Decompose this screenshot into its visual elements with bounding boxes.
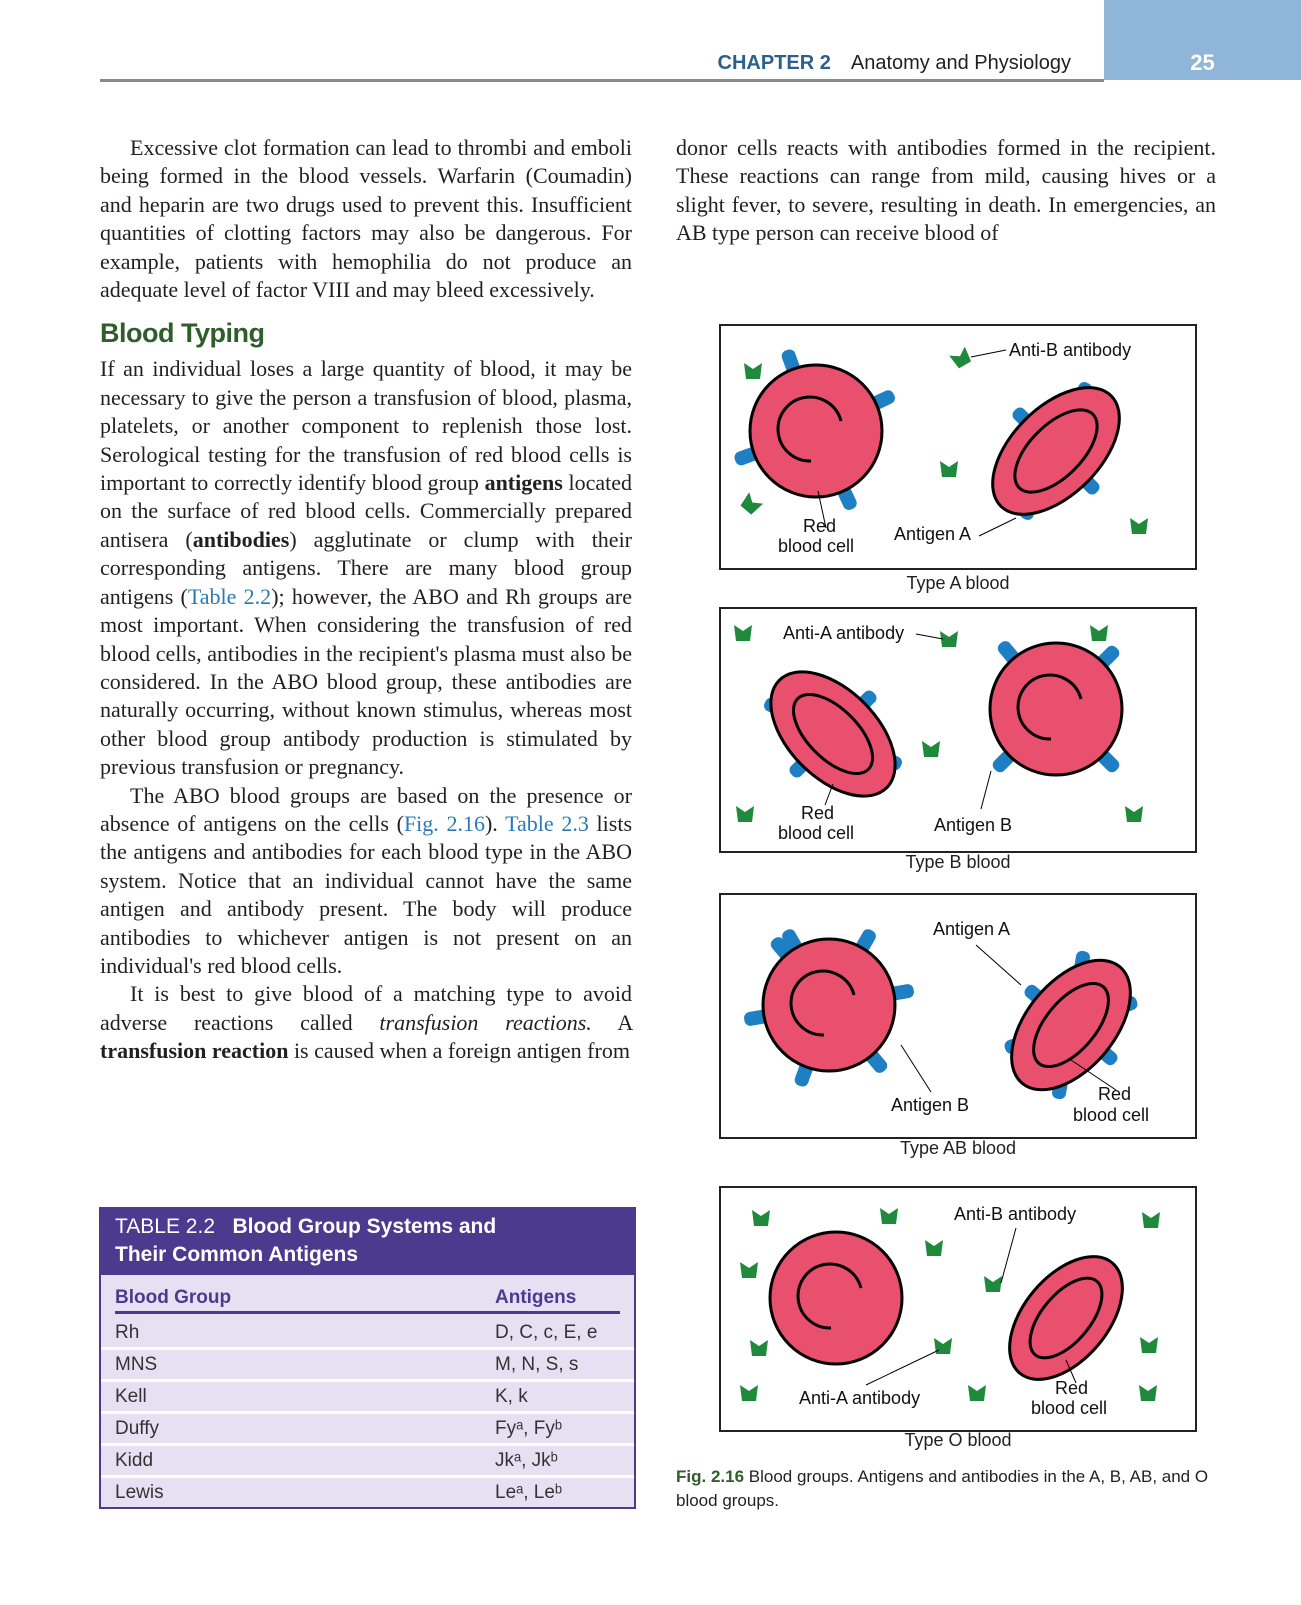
paragraph: It is best to give blood of a matching type to avoid adverse reactions called transfusion reactions. A transfusion reaction is caused when a foreign antigen from xyxy=(100,981,632,1064)
paragraph: Excessive clot formation can lead to thrombi and emboli being formed in the blood vessels. Warfarin (Coumadin) and heparin are two drugs used to prevent this. Insufficient quantities of clotting factors may also be dangerous. For example, patients with hemophilia do not produce an adequate level of factor VIII and may bleed excessively. xyxy=(100,135,632,303)
svg-text:Anti-A antibody: Anti-A antibody xyxy=(799,1388,921,1408)
header-rule xyxy=(100,79,1104,82)
svg-text:Anti-A antibody: Anti-A antibody xyxy=(783,623,905,643)
figure-panel-type-a xyxy=(719,324,1197,570)
table-row: MNS M, N, S, s xyxy=(101,1350,634,1382)
table-row: Duffy Fyᵃ, Fyᵇ xyxy=(101,1414,634,1446)
right-column xyxy=(676,134,1216,248)
svg-text:Antigen B: Antigen B xyxy=(934,815,1013,835)
figure-link[interactable]: Fig. 2.16 xyxy=(403,810,485,836)
svg-text:Red: Red xyxy=(803,516,837,536)
type-a-diagram xyxy=(721,326,1195,568)
paragraph: donor cells reacts with antibodies formed in the recipient. These reactions can range from mild, causing hives or a slight fever, to severe, resulting in death. In emergencies, an AB type person can receive blood of xyxy=(676,135,1216,246)
svg-text:Red: Red xyxy=(1055,1378,1089,1398)
table-header-row: Blood Group Antigens xyxy=(115,1287,620,1314)
table-row: Kidd Jkᵃ, Jkᵇ xyxy=(101,1446,634,1478)
panel-caption: Type A blood xyxy=(906,573,1010,593)
svg-text:Antigen B: Antigen B xyxy=(891,1095,970,1115)
panel-caption: Type B blood xyxy=(905,852,1011,872)
figure-panel-type-o xyxy=(719,1186,1197,1432)
panel-caption: Type AB blood xyxy=(899,1138,1017,1158)
panel-caption: Type O blood xyxy=(904,1430,1012,1450)
paragraph: The ABO blood groups are based on the presence or absence of antigens on the cells (Fig. 2.16). Table 2.3 lists the antigens and antibodies for each blood type in the ABO system. Notice that an individual cannot have the same antigen and antibody present. The body will produce antibodies to whichever antigen is not present on an individual's red blood cells. xyxy=(100,782,633,978)
type-ab-diagram xyxy=(721,895,1195,1137)
paragraph: If an individual loses a large quantity of blood, it may be necessary to give the person a transfusion of blood, plasma, platelets, or another component to replenish those lost. Serological testing for the transfusion of red blood cells is important to correctly identify blood group antigens located on the surface of red blood cells. Commercially prepared antisera (antibodies) agglutinate or clump with their corresponding antigens. There are many blood group antigens (Table 2.2); however, the ABO and Rh groups are most important. When considering the transfusion of red blood cells, antibodies in the recipient's plasma must also be considered. In the ABO blood group, these antibodies are naturally occurring, without known stimulus, whereas most other blood group antibody production is stimulated by previous transfusion or pregnancy. xyxy=(100,356,633,780)
chapter-label: CHAPTER 2 xyxy=(717,52,831,74)
svg-text:blood cell: blood cell xyxy=(1073,1105,1150,1125)
svg-text:Antigen A: Antigen A xyxy=(894,524,972,544)
svg-text:Anti-B antibody: Anti-B antibody xyxy=(954,1204,1077,1224)
type-o-diagram xyxy=(721,1188,1195,1430)
figure-caption: Fig. 2.16 Blood groups. Antigens and antibodies in the A, B, AB, and O blood groups. xyxy=(676,1467,1209,1510)
left-column xyxy=(100,134,632,1066)
running-header xyxy=(718,52,1072,75)
table-row: Kell K, k xyxy=(101,1382,634,1414)
svg-text:blood cell: blood cell xyxy=(1031,1398,1108,1418)
figure-panel-type-b xyxy=(719,607,1197,853)
section-heading: Blood Typing xyxy=(100,318,265,349)
svg-text:Anti-B antibody: Anti-B antibody xyxy=(1009,340,1132,360)
svg-text:Red: Red xyxy=(1098,1084,1132,1104)
svg-text:Red: Red xyxy=(801,803,835,823)
figure-panel-type-ab xyxy=(719,893,1197,1139)
table-link[interactable]: Table 2.3 xyxy=(505,810,589,836)
svg-text:Antigen A: Antigen A xyxy=(933,919,1011,939)
table-row: Lewis Leᵃ, Leᵇ xyxy=(115,1482,563,1503)
type-b-diagram xyxy=(721,609,1195,851)
table-link[interactable]: Table 2.2 xyxy=(187,583,272,609)
svg-text:blood cell: blood cell xyxy=(778,823,855,843)
table-title: TABLE 2.2 Blood Group Systems and Their Common Antigens xyxy=(101,1209,634,1275)
table-2-2 xyxy=(99,1207,636,1509)
table-row: Rh D, C, c, E, e xyxy=(101,1318,634,1350)
chapter-title: Anatomy and Physiology xyxy=(850,52,1071,74)
svg-text:blood cell: blood cell xyxy=(778,536,855,556)
page-number: 25 xyxy=(1190,50,1215,75)
